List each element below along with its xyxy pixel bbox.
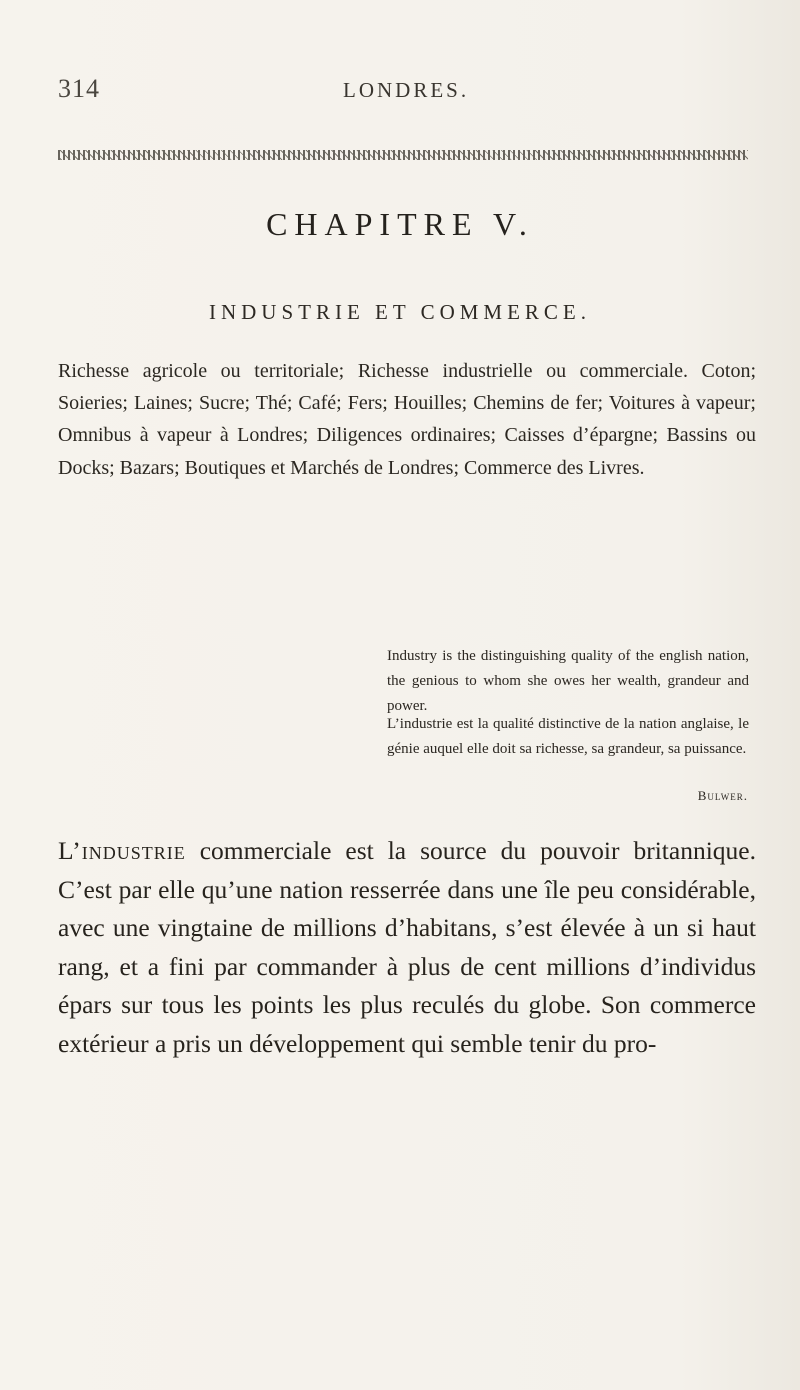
epigraph-author: Bulwer.: [697, 788, 748, 803]
decorative-rule: [58, 150, 748, 160]
epigraph-english: Industry is the distinguishing quality of the english nation, the genious to whom she owes her wealth, grandeur and power.: [387, 648, 749, 714]
running-head: LONDRES.: [343, 78, 470, 102]
body-paragraph: [58, 832, 756, 1064]
body-text: commerciale est la source du pouvoir britannique. C’est par elle qu’une nation resserrée dans une île peu considérable, avec une vingtaine de millions d’habitans, s’est élevée à un si haut rang, et a fini par commander à plus de cent millions d’individus épars sur tous les points les plus reculés du globe. Son commerce extérieur a pris un développement qui semble tenir du pro-: [58, 836, 756, 1058]
chapter-title: CHAPITRE V.: [266, 206, 534, 242]
chapter-subtitle: INDUSTRIE ET COMMERCE.: [208, 300, 592, 324]
page-number: 314: [58, 74, 100, 103]
body-lead-word: L’industrie: [58, 836, 186, 865]
page-header: [58, 74, 748, 110]
chapter-summary: Richesse agricole ou territoriale; Richesse industrielle ou commerciale. Coton; Soieries; Laines; Sucre; Thé; Café; Fers; Houilles; Chemins de fer; Voitures à vapeur; Omnibus à vapeur à Londres; Diligences ordinaires; Caisses d’épargne; Bassins ou Docks; Bazars; Boutiques et Marchés de Londres; Commerce des Livres.: [58, 360, 756, 479]
epigraph-french: L’industrie est la qualité distinctive de la nation anglaise, le génie auquel elle doit sa richesse, sa grandeur, sa puissance.: [387, 716, 749, 757]
